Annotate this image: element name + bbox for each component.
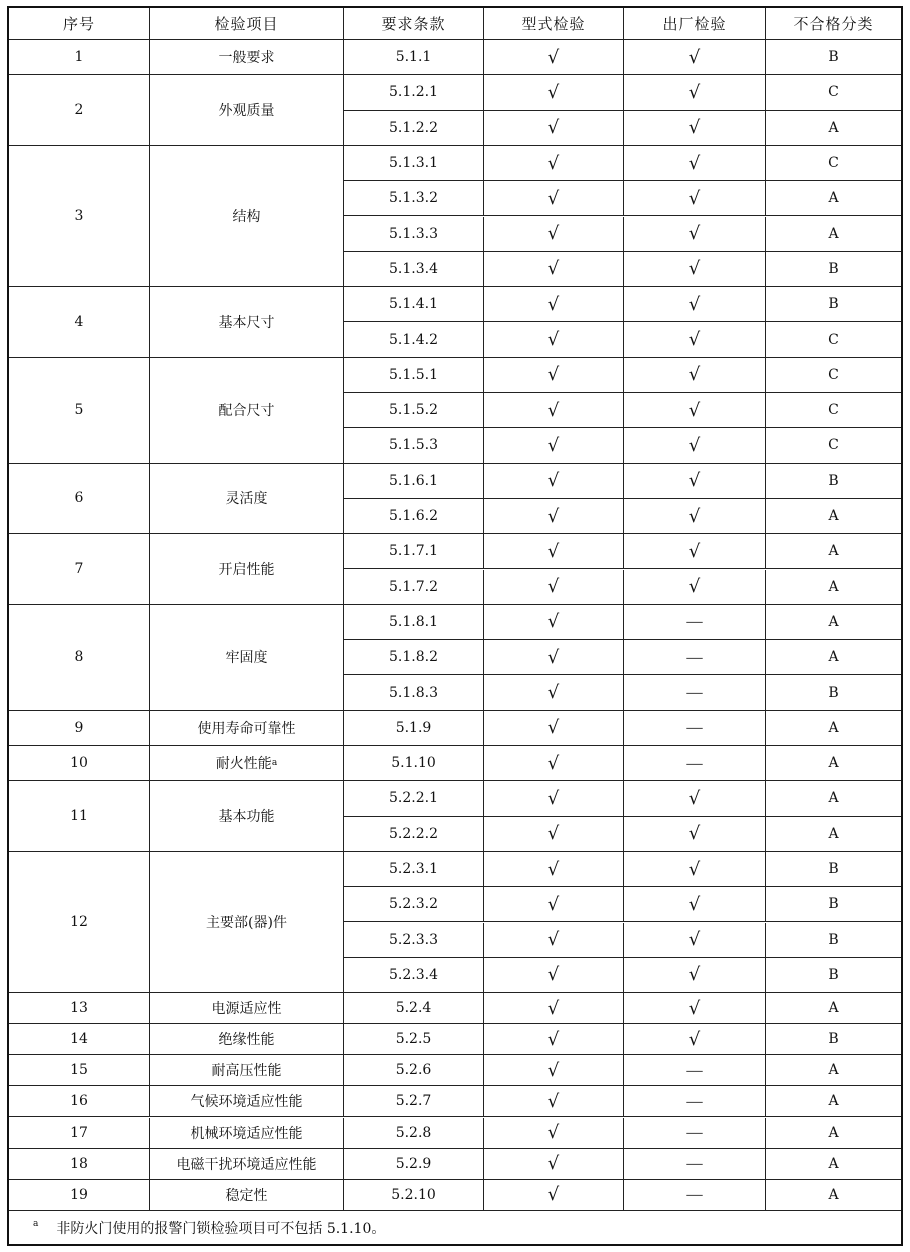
- row-number: 5: [9, 358, 150, 464]
- factory-test-cell: √: [624, 146, 766, 181]
- factory-test-cell: √: [624, 499, 766, 534]
- type-test-cell: √: [484, 923, 624, 958]
- clause-cell: 5.2.5: [344, 1024, 484, 1055]
- type-test-cell: √: [484, 1118, 624, 1149]
- type-test-cell: √: [484, 1149, 624, 1180]
- header-class: 不合格分类: [766, 8, 901, 40]
- type-test-cell: √: [484, 358, 624, 393]
- row-number: 19: [9, 1180, 150, 1211]
- clause-cell: 5.1.4.2: [344, 322, 484, 357]
- factory-test-cell: √: [624, 393, 766, 428]
- type-test-cell: √: [484, 746, 624, 781]
- inspection-item: 主要部(器)件: [150, 852, 344, 993]
- row-number: 11: [9, 781, 150, 852]
- class-cell: A: [766, 181, 901, 216]
- row-number: 1: [9, 40, 150, 75]
- type-test-cell: √: [484, 252, 624, 287]
- factory-test-cell: √: [624, 181, 766, 216]
- type-test-cell: √: [484, 1055, 624, 1086]
- clause-cell: 5.1.8.3: [344, 675, 484, 710]
- factory-test-cell: —: [624, 1180, 766, 1211]
- type-test-cell: √: [484, 75, 624, 110]
- class-cell: C: [766, 322, 901, 357]
- class-cell: C: [766, 393, 901, 428]
- clause-cell: 5.1.5.2: [344, 393, 484, 428]
- class-cell: B: [766, 958, 901, 993]
- factory-test-cell: √: [624, 252, 766, 287]
- factory-test-cell: √: [624, 322, 766, 357]
- type-test-cell: √: [484, 40, 624, 75]
- clause-cell: 5.1.9: [344, 711, 484, 746]
- class-cell: A: [766, 1055, 901, 1086]
- type-test-cell: √: [484, 570, 624, 605]
- clause-cell: 5.2.3.3: [344, 923, 484, 958]
- class-cell: B: [766, 923, 901, 958]
- clause-cell: 5.2.3.4: [344, 958, 484, 993]
- type-test-cell: √: [484, 499, 624, 534]
- factory-test-cell: √: [624, 1024, 766, 1055]
- footnote-ref: a: [271, 758, 278, 769]
- clause-cell: 5.1.1: [344, 40, 484, 75]
- class-cell: A: [766, 1180, 901, 1211]
- factory-test-cell: √: [624, 781, 766, 816]
- row-number: 2: [9, 75, 150, 146]
- type-test-cell: √: [484, 781, 624, 816]
- clause-cell: 5.1.10: [344, 746, 484, 781]
- factory-test-cell: —: [624, 1149, 766, 1180]
- class-cell: B: [766, 252, 901, 287]
- clause-cell: 5.1.6.1: [344, 464, 484, 499]
- inspection-item: 稳定性: [150, 1180, 344, 1211]
- class-cell: A: [766, 111, 901, 146]
- type-test-cell: √: [484, 852, 624, 887]
- clause-cell: 5.2.6: [344, 1055, 484, 1086]
- type-test-cell: √: [484, 993, 624, 1024]
- factory-test-cell: √: [624, 111, 766, 146]
- clause-cell: 5.1.7.1: [344, 534, 484, 569]
- clause-cell: 5.1.3.2: [344, 181, 484, 216]
- clause-cell: 5.2.9: [344, 1149, 484, 1180]
- factory-test-cell: —: [624, 640, 766, 675]
- type-test-cell: √: [484, 181, 624, 216]
- factory-test-cell: √: [624, 570, 766, 605]
- factory-test-cell: —: [624, 1086, 766, 1117]
- inspection-item: 耐高压性能: [150, 1055, 344, 1086]
- type-test-cell: √: [484, 675, 624, 710]
- type-test-cell: √: [484, 958, 624, 993]
- inspection-item: 基本功能: [150, 781, 344, 852]
- type-test-cell: √: [484, 1180, 624, 1211]
- factory-test-cell: √: [624, 75, 766, 110]
- factory-test-cell: √: [624, 852, 766, 887]
- table-footnote: [9, 1211, 901, 1244]
- clause-cell: 5.1.3.4: [344, 252, 484, 287]
- type-test-cell: √: [484, 287, 624, 322]
- factory-test-cell: √: [624, 358, 766, 393]
- factory-test-cell: —: [624, 605, 766, 640]
- inspection-table: [7, 6, 903, 1246]
- inspection-item: 使用寿命可靠性: [150, 711, 344, 746]
- class-cell: A: [766, 1149, 901, 1180]
- class-cell: C: [766, 428, 901, 463]
- factory-test-cell: √: [624, 428, 766, 463]
- footnote-mark: a: [33, 1218, 39, 1229]
- class-cell: A: [766, 993, 901, 1024]
- factory-test-cell: √: [624, 287, 766, 322]
- type-test-cell: √: [484, 605, 624, 640]
- row-number: 13: [9, 993, 150, 1024]
- row-number: 10: [9, 746, 150, 781]
- clause-cell: 5.2.4: [344, 993, 484, 1024]
- class-cell: A: [766, 640, 901, 675]
- class-cell: A: [766, 534, 901, 569]
- class-cell: A: [766, 711, 901, 746]
- type-test-cell: √: [484, 887, 624, 922]
- clause-cell: 5.2.3.2: [344, 887, 484, 922]
- row-number: 3: [9, 146, 150, 287]
- type-test-cell: √: [484, 534, 624, 569]
- class-cell: A: [766, 570, 901, 605]
- row-number: 15: [9, 1055, 150, 1086]
- factory-test-cell: √: [624, 993, 766, 1024]
- inspection-item: 机械环境适应性能: [150, 1118, 344, 1149]
- class-cell: A: [766, 605, 901, 640]
- inspection-item: 基本尺寸: [150, 287, 344, 358]
- factory-test-cell: √: [624, 40, 766, 75]
- class-cell: B: [766, 287, 901, 322]
- clause-cell: 5.1.5.3: [344, 428, 484, 463]
- class-cell: A: [766, 817, 901, 852]
- factory-test-cell: √: [624, 923, 766, 958]
- row-number: 6: [9, 464, 150, 535]
- class-cell: C: [766, 146, 901, 181]
- factory-test-cell: —: [624, 711, 766, 746]
- clause-cell: 5.1.2.2: [344, 111, 484, 146]
- type-test-cell: √: [484, 322, 624, 357]
- class-cell: A: [766, 217, 901, 252]
- row-number: 17: [9, 1118, 150, 1149]
- class-cell: B: [766, 675, 901, 710]
- type-test-cell: √: [484, 217, 624, 252]
- row-number: 9: [9, 711, 150, 746]
- factory-test-cell: —: [624, 1118, 766, 1149]
- type-test-cell: √: [484, 464, 624, 499]
- factory-test-cell: —: [624, 1055, 766, 1086]
- type-test-cell: √: [484, 428, 624, 463]
- clause-cell: 5.2.2.1: [344, 781, 484, 816]
- clause-cell: 5.1.8.2: [344, 640, 484, 675]
- row-number: 16: [9, 1086, 150, 1117]
- header-type-test: 型式检验: [484, 8, 624, 40]
- inspection-item: 灵活度: [150, 464, 344, 535]
- factory-test-cell: √: [624, 817, 766, 852]
- class-cell: B: [766, 887, 901, 922]
- clause-cell: 5.2.10: [344, 1180, 484, 1211]
- header-clause: 要求条款: [344, 8, 484, 40]
- inspection-item: 牢固度: [150, 605, 344, 711]
- clause-cell: 5.1.7.2: [344, 570, 484, 605]
- factory-test-cell: —: [624, 675, 766, 710]
- type-test-cell: √: [484, 146, 624, 181]
- row-number: 8: [9, 605, 150, 711]
- class-cell: A: [766, 1118, 901, 1149]
- inspection-item: 配合尺寸: [150, 358, 344, 464]
- inspection-item: 电源适应性: [150, 993, 344, 1024]
- type-test-cell: √: [484, 111, 624, 146]
- inspection-item: 开启性能: [150, 534, 344, 605]
- clause-cell: 5.2.2.2: [344, 817, 484, 852]
- inspection-item-text: 耐火性能: [215, 756, 272, 773]
- header-factory-test: 出厂检验: [624, 8, 766, 40]
- clause-cell: 5.1.4.1: [344, 287, 484, 322]
- footnote-text: 非防火门使用的报警门锁检验项目可不包括 5.1.10。: [56, 1220, 386, 1237]
- factory-test-cell: √: [624, 887, 766, 922]
- class-cell: A: [766, 499, 901, 534]
- row-number: 7: [9, 534, 150, 605]
- clause-cell: 5.2.3.1: [344, 852, 484, 887]
- class-cell: B: [766, 40, 901, 75]
- type-test-cell: √: [484, 640, 624, 675]
- type-test-cell: √: [484, 1024, 624, 1055]
- row-number: 14: [9, 1024, 150, 1055]
- clause-cell: 5.1.3.1: [344, 146, 484, 181]
- inspection-item: 外观质量: [150, 75, 344, 146]
- clause-cell: 5.1.6.2: [344, 499, 484, 534]
- type-test-cell: √: [484, 1086, 624, 1117]
- inspection-item: 绝缘性能: [150, 1024, 344, 1055]
- header-item: 检验项目: [150, 8, 344, 40]
- factory-test-cell: √: [624, 217, 766, 252]
- inspection-item: 一般要求: [150, 40, 344, 75]
- inspection-item: 气候环境适应性能: [150, 1086, 344, 1117]
- class-cell: C: [766, 358, 901, 393]
- clause-cell: 5.1.8.1: [344, 605, 484, 640]
- factory-test-cell: —: [624, 746, 766, 781]
- row-number: 4: [9, 287, 150, 358]
- class-cell: A: [766, 781, 901, 816]
- inspection-item: [150, 746, 344, 781]
- clause-cell: 5.2.7: [344, 1086, 484, 1117]
- factory-test-cell: √: [624, 534, 766, 569]
- inspection-item: 电磁干扰环境适应性能: [150, 1149, 344, 1180]
- clause-cell: 5.1.2.1: [344, 75, 484, 110]
- clause-cell: 5.2.8: [344, 1118, 484, 1149]
- inspection-item: 结构: [150, 146, 344, 287]
- type-test-cell: √: [484, 393, 624, 428]
- row-number: 18: [9, 1149, 150, 1180]
- type-test-cell: √: [484, 817, 624, 852]
- class-cell: A: [766, 746, 901, 781]
- row-number: 12: [9, 852, 150, 993]
- class-cell: A: [766, 1086, 901, 1117]
- factory-test-cell: √: [624, 464, 766, 499]
- factory-test-cell: √: [624, 958, 766, 993]
- header-no: 序号: [9, 8, 150, 40]
- class-cell: B: [766, 464, 901, 499]
- class-cell: B: [766, 1024, 901, 1055]
- clause-cell: 5.1.5.1: [344, 358, 484, 393]
- class-cell: B: [766, 852, 901, 887]
- class-cell: C: [766, 75, 901, 110]
- type-test-cell: √: [484, 711, 624, 746]
- clause-cell: 5.1.3.3: [344, 217, 484, 252]
